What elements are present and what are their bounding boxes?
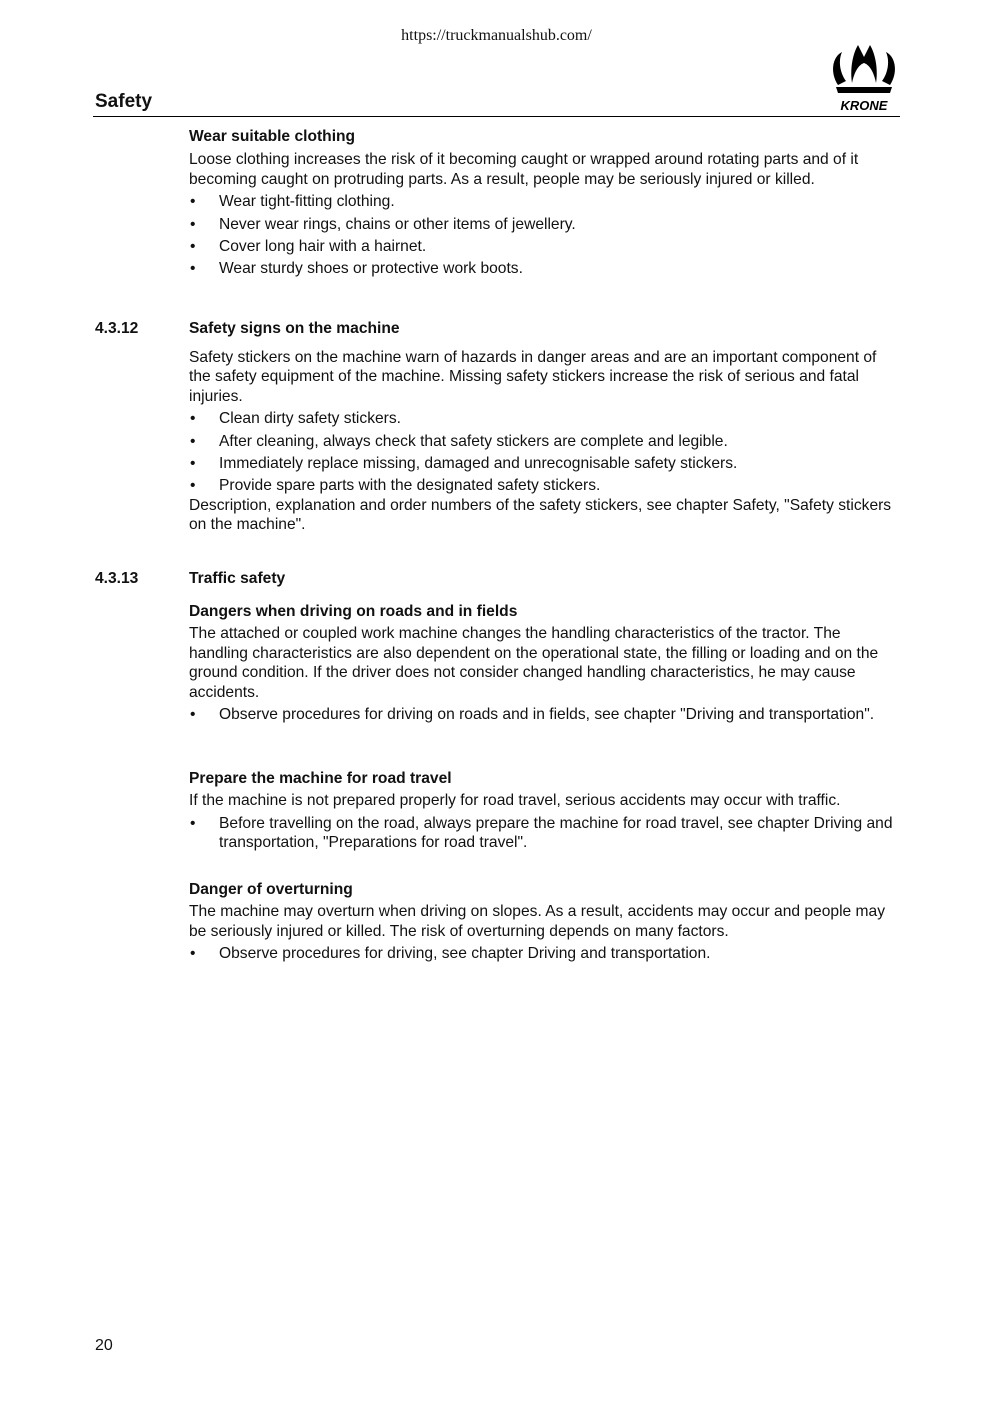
- safety-signs-block: [189, 348, 901, 535]
- overturning-bullets: [189, 944, 901, 963]
- section-title-4312: Safety signs on the machine: [189, 320, 400, 337]
- list-item: • Wear sturdy shoes or protective work boots.: [189, 259, 901, 278]
- road-dangers-text: The attached or coupled work machine changes the handling characteristics of the tractor. The handling characteristics are also dependent on the operational state, the filling or loading and on the ground condition. If the driver does not consider changed handling characteristics, he may cause accidents.: [189, 625, 879, 701]
- list-item: • Immediately replace missing, damaged and unrecognisable safety stickers.: [189, 454, 901, 473]
- road-dangers-block: [189, 602, 901, 724]
- page-header-title: Safety: [95, 91, 153, 112]
- list-item: • Before travelling on the road, always prepare the machine for road travel, see chapter Driving and transportation, "Preparations for road travel".: [189, 814, 901, 853]
- road-dangers-bullets: [189, 705, 901, 724]
- road-prep-heading: Prepare the machine for road travel: [189, 770, 452, 787]
- section-number-4312: 4.3.12: [95, 320, 139, 337]
- list-item: • Never wear rings, chains or other items of jewellery.: [189, 215, 901, 234]
- road-prep-text: If the machine is not prepared properly for road travel, serious accidents may occur with traffic.: [189, 792, 841, 810]
- page-number: 20: [95, 1337, 113, 1354]
- list-item: • Wear tight-fitting clothing.: [189, 192, 901, 211]
- section-title-4313: Traffic safety: [189, 570, 286, 587]
- list-item: • Clean dirty safety stickers.: [189, 409, 901, 428]
- list-item: • After cleaning, always check that safety stickers are complete and legible.: [189, 432, 901, 451]
- clothing-block: [189, 127, 901, 279]
- clothing-intro: Loose clothing increases the risk of it becoming caught or wrapped around rotating parts and of it becoming caught on protruding parts. As a result, people may be seriously injured or killed.: [189, 151, 859, 188]
- road-dangers-heading: Dangers when driving on roads and in fields: [189, 603, 518, 620]
- header-rule: [93, 116, 900, 117]
- svg-text:KRONE: KRONE: [840, 98, 888, 113]
- road-prep-block: [189, 769, 901, 853]
- safety-signs-intro: Safety stickers on the machine warn of hazards in danger areas and are an important component of the safety equipment of the machine. Missing safety stickers increase the risk of serious and fatal injuries.: [189, 349, 877, 405]
- section-number-4313: 4.3.13: [95, 570, 139, 587]
- safety-signs-bullets: [189, 409, 901, 496]
- road-prep-bullets: [189, 814, 901, 853]
- list-item: • Provide spare parts with the designated safety stickers.: [189, 476, 901, 495]
- list-item: • Observe procedures for driving on roads and in fields, see chapter "Driving and transportation".: [189, 705, 901, 724]
- overturning-block: [189, 880, 901, 964]
- list-item: • Cover long hair with a hairnet.: [189, 237, 901, 256]
- overturning-text: The machine may overturn when driving on slopes. As a result, accidents may occur and people may be seriously injured or killed. The risk of overturning depends on many factors.: [189, 903, 886, 940]
- overturning-heading: Danger of overturning: [189, 881, 353, 898]
- safety-signs-outro: Description, explanation and order numbers of the safety stickers, see chapter Safety, "Safety stickers on the machine".: [189, 496, 892, 534]
- source-url: https://truckmanualshub.com/: [401, 27, 592, 44]
- clothing-bullets: [189, 192, 901, 279]
- clothing-heading: Wear suitable clothing: [189, 128, 356, 145]
- krone-logo: [828, 43, 900, 113]
- list-item: • Observe procedures for driving, see chapter Driving and transportation.: [189, 944, 901, 963]
